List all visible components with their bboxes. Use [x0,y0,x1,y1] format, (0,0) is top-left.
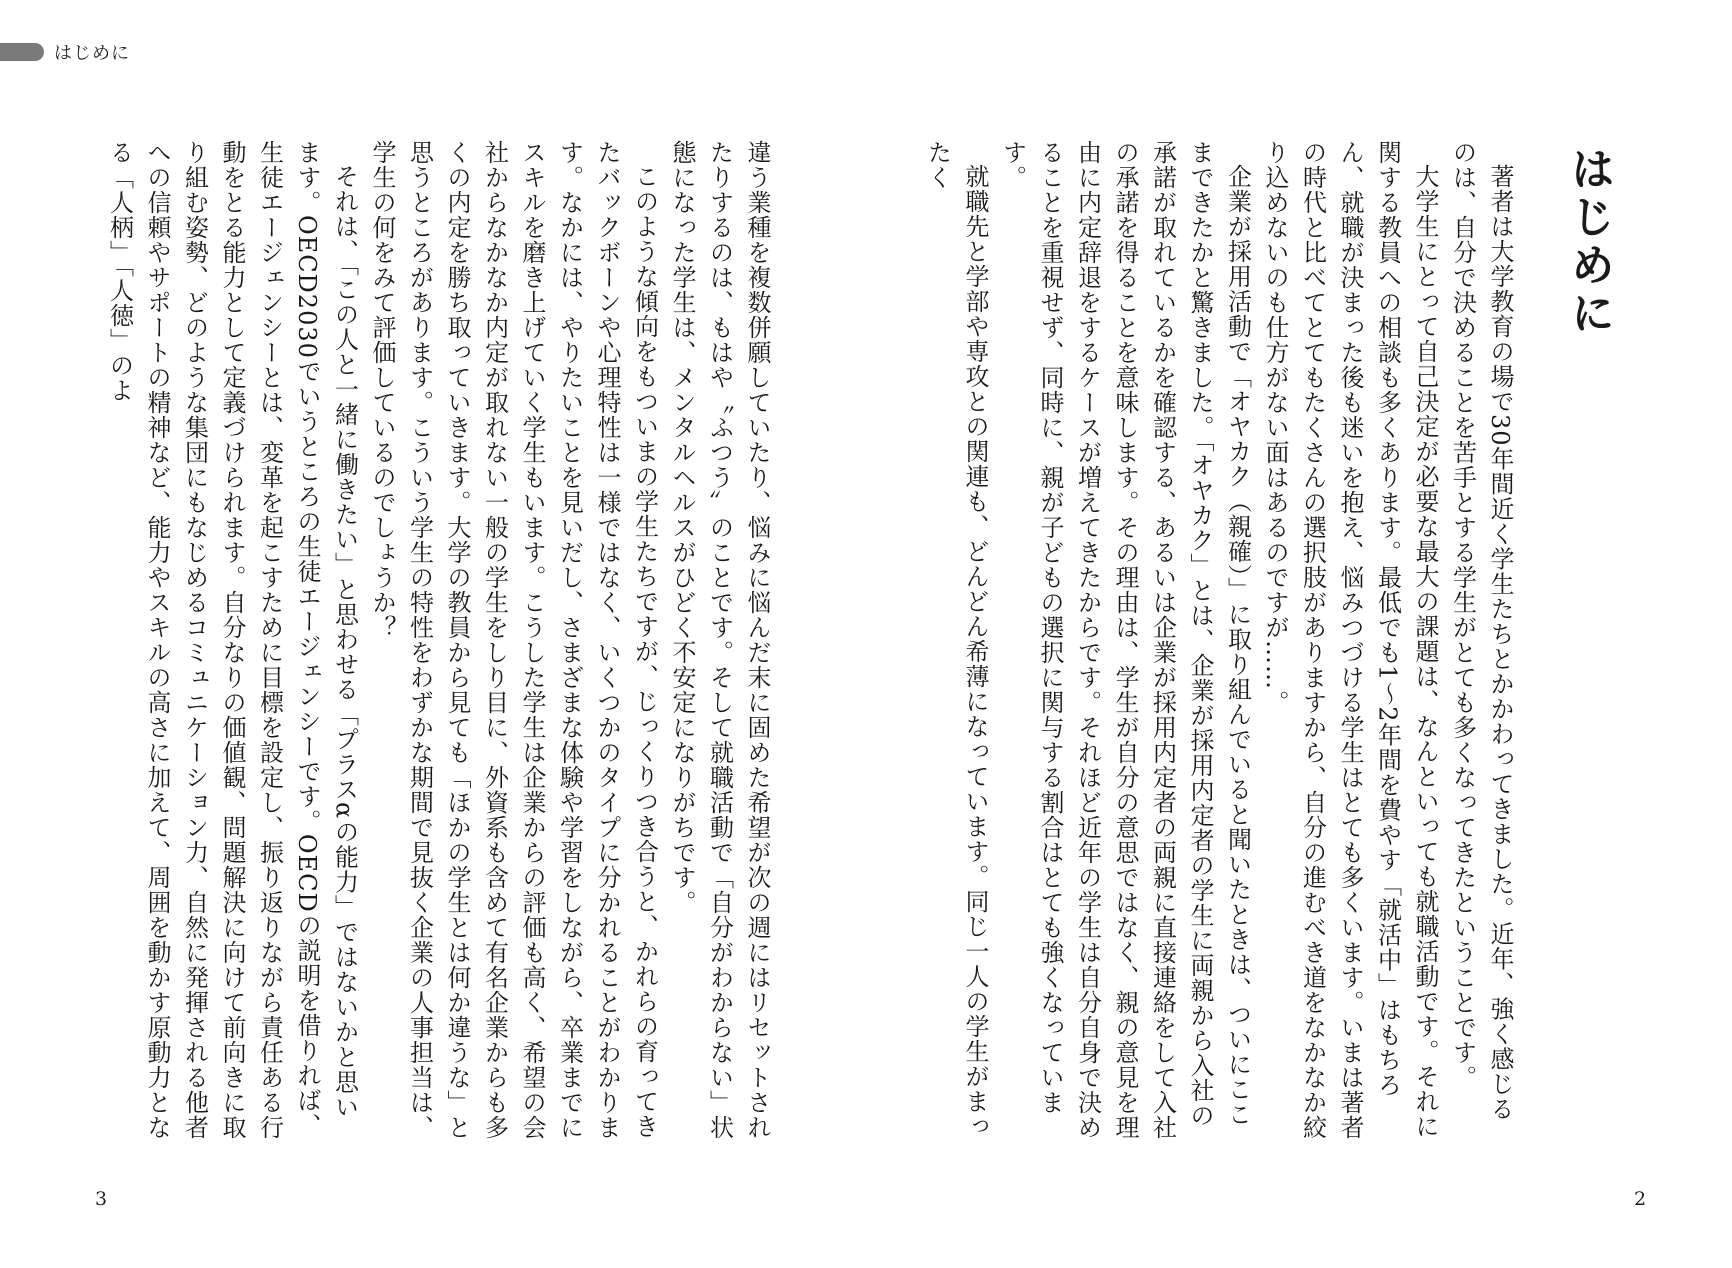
left-page [85,140,775,1140]
chapter-title: はじめに [1563,146,1614,338]
paragraph: このような傾向をもついまの学生たちですが、じっくりつき合うと、かれらの育ってきたバックボーンや心理特性は一様ではなく、いくつかのタイプに分かれることがわかります。なかには、やりたいことを見いだし、さまざまな体験や学習をしながら、卒業までにスキルを磨き上げていく学生もいます。こうした学生は企業からの評価も高く、希望の会社からなかなか内定が取れない一般の学生をしり目に、外資系も含めて有名企業からも多くの内定を勝ち取っていきます。大学の教員から見ても「ほかの学生とは何か違うな」と思うところがあります。こういう学生の特性をわずかな期間で見抜く企業の人事担当は、学生の何をみて評価しているのでしょうか？ [368,140,659,1140]
paragraph: 大学生にとって自己決定が必要な最大の課題は、なんといっても就職活動です。それに関する教員への相談も多くあります。最低でも1～2年間を費やす「就活中」はもちろん、就職が決まった後も迷いを抱え、悩みつづける学生はとても多くいます。いまは著者の時代と比べてとてもたくさんの選択肢がありますから、自分の進むべき道をなかなか絞り込めないのも仕方がない面はあるのですが……。 [1261,140,1439,1140]
right-page [923,140,1614,1140]
running-head-tab [0,43,44,61]
paragraph: それは、「この人と一緒に働きたい」と思わせる「プラスαの能力」ではないかと思います。OECD2030でいうところの生徒エージェンシーです。OECDの説明を借りれば、生徒エージェンシーとは、変革を起こすために目標を設定し、振り返りながら責任ある行動をとる能力として定義づけられます。自分なりの価値観、問題解決に向けて前向きに取り組む姿勢、どのような集団にもなじめるコミュニケーション力、自然に発揮される他者への信頼やサポートの精神など、能力やスキルの高さに加えて、周囲を動かす原動力となる「人柄」「人徳」のよ [105,140,359,1140]
paragraph: 著者は大学教育の場で30年間近く学生たちとかかわってきました。近年、強く感じるのは、自分で決めることを苦手とする学生がとても多くなってきたということです。 [1448,140,1514,1122]
paragraph: 就職先と学部や専攻との関連も、どんどん希薄になっています。同じ一人の学生がまったく [923,140,989,1139]
page-number-left: 3 [95,1188,108,1210]
running-head-label: はじめに [54,43,130,64]
paragraph: 違う業種を複数併願していたり、悩みに悩んだ末に固めた希望が次の週にはリセットされたりするのは、もはや〝ふつう〟のことです。そして就職活動で「自分がわからない」状態になった学生は、メンタルヘルスがひどく不安定になりがちです。 [668,140,771,1140]
paragraph: 企業が採用活動で「オヤカク（親確）」に取り組んでいると聞いたときは、ついにここまできたかと驚きました。「オヤカク」とは、企業が採用内定者の学生に両親から入社の承諾が取れているかを確認する、あるいは企業が採用内定者の両親に直接連絡をして入社の承諾を得ることを意味します。その理由は、学生が自分の意思ではなく、親の意見を理由に内定辞退をするケースが増えてきたからです。それほど近年の学生は自分自身で決めることを重視せず、同時に、親が子どもの選択に関与する割合はとても強くなっています。 [998,140,1252,1140]
running-head [0,40,130,64]
right-page-text-column [923,140,1614,1140]
page-number-right: 2 [1634,1188,1647,1210]
left-page-text-column [85,140,775,1140]
